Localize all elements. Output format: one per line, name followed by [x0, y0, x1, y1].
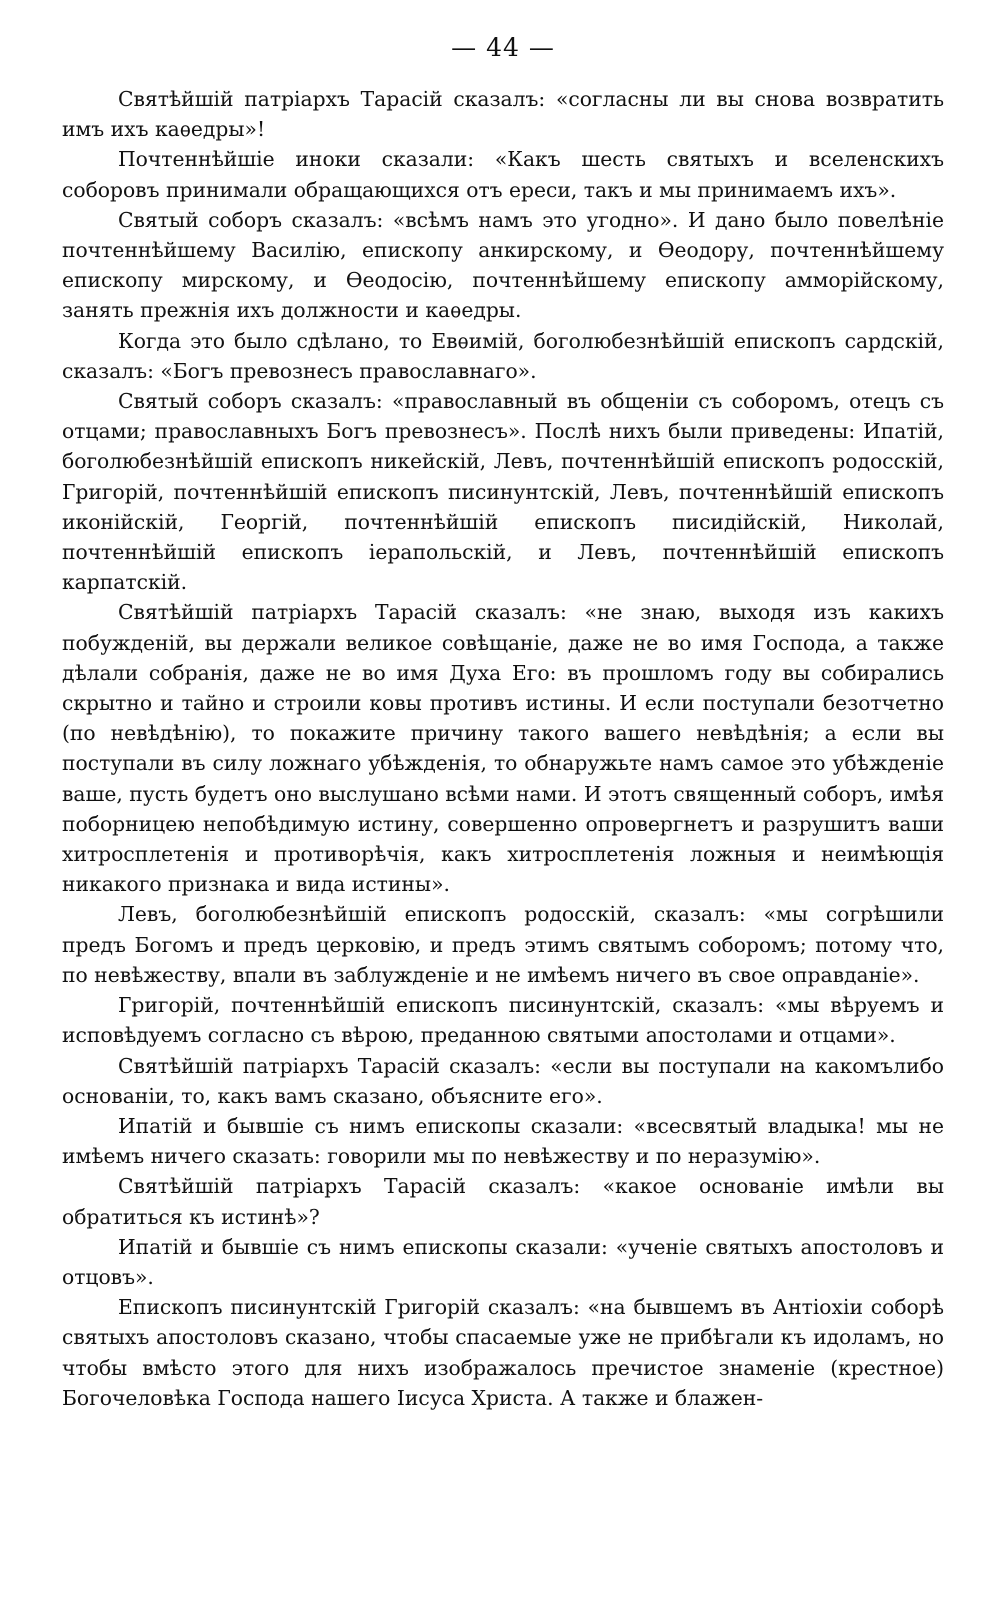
paragraph: Ипатій и бывшіе съ нимъ епископы сказали: «ученіе святыхъ апостоловъ и отцовъ».: [62, 1234, 944, 1289]
book-page: [62, 30, 944, 1590]
paragraph: Святѣйшій патріархъ Тарасій сказалъ: «согласны ли вы снова возвратить имъ ихъ каѳедры»!: [62, 87, 944, 142]
body-text: [62, 84, 944, 1413]
paragraph: Ипатій и бывшіе съ нимъ епископы сказали: «всесвятый владыка! мы не имѣемъ ничего сказать: говорили мы по невѣжеству и по неразумію».: [62, 1113, 944, 1169]
paragraph: Святый соборъ сказалъ: «православный въ общеніи съ соборомъ, отецъ съ отцами; православныхъ Богъ превознесъ». Послѣ нихъ были приведены: Ипатій, боголюбезнѣйшій епископъ никейскій, Левъ, почтеннѣйшій епископъ родосскій, Григорій, почтеннѣйшій епископъ писинунтскій, Левъ, почтеннѣйшій епископъ иконійскій, Георгій, почтеннѣйшій епископъ писидійскій, Николай, почтеннѣйшій епископъ іерапольскій, и Левъ, почтеннѣйшій епископъ карпатскій.: [62, 389, 944, 595]
paragraph: Григорій, почтеннѣйшій епископъ писинунтскій, сказалъ: «мы вѣруемъ и исповѣдуемъ согласно съ вѣрою, преданною святыми апостолами и отцами».: [62, 993, 944, 1048]
paragraph: Когда это было сдѣлано, то Евѳимій, боголюбезнѣйшій епископъ сардскій, сказалъ: «Богъ превознесъ православнаго».: [62, 328, 944, 383]
paragraph: Епископъ писинунтскій Григорій сказалъ: «на бывшемъ въ Антіохіи соборѣ святыхъ апостоловъ сказано, чтобы спасаемые уже не прибѣгали къ идоламъ, но чтобы вмѣсто этого для нихъ изображалось пречистое знаменіе (крестное) Богочеловѣка Господа нашего Іисуса Христа. А также и блажен-: [62, 1295, 944, 1410]
paragraph: Святѣйшій патріархъ Тарасій сказалъ: «какое основаніе имѣли вы обратиться къ истинѣ»?: [62, 1174, 944, 1229]
page-number: — 44 —: [451, 33, 555, 62]
paragraph: Почтеннѣйшіе иноки сказали: «Какъ шесть святыхъ и вселенскихъ соборовъ принимали обращающихся отъ ереси, такъ и мы принимаемъ ихъ».: [62, 147, 944, 202]
paragraph: Левъ, боголюбезнѣйшій епископъ родосскій, сказалъ: «мы согрѣшили предъ Богомъ и предъ церковію, и предъ этимъ святымъ соборомъ; потому что, по невѣжеству, впали въ заблужденіе и не имѣемъ ничего въ свое оправданіе».: [62, 902, 944, 987]
paragraph: Святый соборъ сказалъ: «всѣмъ намъ это угодно». И дано было повелѣніе почтеннѣйшему Василію, епископу анкирскому, и Ѳеодору, почтеннѣйшему епископу мирскому, и Ѳеодосію, почтеннѣйшему епископу амморійскому, занять прежнія ихъ должности и каѳедры.: [62, 207, 944, 323]
paragraph: Святѣйшій патріархъ Тарасій сказалъ: «не знаю, выходя изъ какихъ побужденій, вы держали великое совѣщаніе, даже не во имя Господа, а также дѣлали собранія, даже не во имя Духа Его: въ прошломъ году вы собирались скрытно и тайно и строили ковы противъ истины. И если поступали безотчетно (по невѣдѣнію), то покажите причину такого вашего невѣдѣнія; а если вы поступали въ силу ложнаго убѣжденія, то обнаружьте намъ самое это убѣжденіе ваше, пусть будетъ оно выслушано всѣми нами. И этотъ священный соборъ, имѣя поборницею непобѣдимую истину, совершенно опровергнетъ и разрушитъ ваши хитросплетенія и противорѣчія, какъ хитросплетенія ложныя и неимѣющія никакого признака и вида истины».: [62, 600, 944, 897]
paragraph: Святѣйшій патріархъ Тарасій сказалъ: «если вы поступали на какомълибо основаніи, то, какъ вамъ сказано, объясните его».: [62, 1053, 944, 1108]
